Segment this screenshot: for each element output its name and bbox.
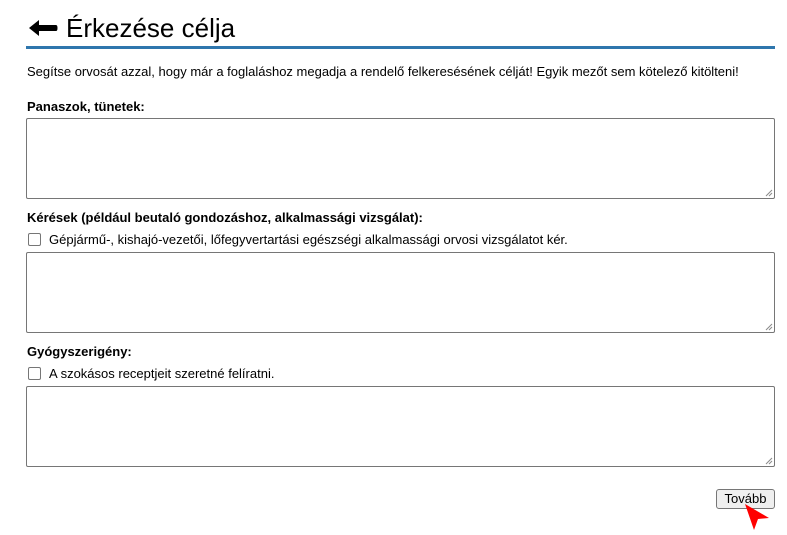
vehicle-exam-checkbox-label[interactable]: Gépjármű-, kishajó-vezetői, lőfegyvertartási egészségi alkalmassági orvosi vizsgálatot kér.: [49, 232, 568, 247]
arrow-left-icon[interactable]: [28, 19, 58, 37]
medication-label: Gyógyszerigény:: [27, 344, 132, 359]
complaints-textarea[interactable]: [26, 118, 775, 199]
vehicle-exam-checkbox[interactable]: [28, 233, 41, 246]
mouse-pointer-icon: [742, 502, 770, 532]
medication-textarea[interactable]: [26, 386, 775, 467]
requests-label: Kérések (például beutaló gondozáshoz, alkalmassági vizsgálat):: [27, 210, 423, 225]
resize-grip-icon[interactable]: [764, 456, 773, 465]
resize-grip-icon[interactable]: [764, 322, 773, 331]
prescription-checkbox-label[interactable]: A szokásos receptjeit szeretné felíratni.: [49, 366, 275, 381]
vehicle-exam-checkbox-row: [28, 232, 568, 248]
next-button[interactable]: Tovább: [716, 489, 775, 509]
page-title: Érkezése célja: [66, 13, 236, 43]
resize-grip-icon[interactable]: [764, 188, 773, 197]
prescription-checkbox-row: [28, 366, 274, 382]
page-header: [26, 11, 775, 49]
intro-text: Segítse orvosát azzal, hogy már a foglaláshoz megadja a rendelő felkeresésének célját! Egyik mezőt sem kötelező kitölteni!: [27, 64, 739, 79]
prescription-checkbox[interactable]: [28, 367, 41, 380]
complaints-label: Panaszok, tünetek:: [27, 99, 145, 114]
requests-textarea[interactable]: [26, 252, 775, 333]
